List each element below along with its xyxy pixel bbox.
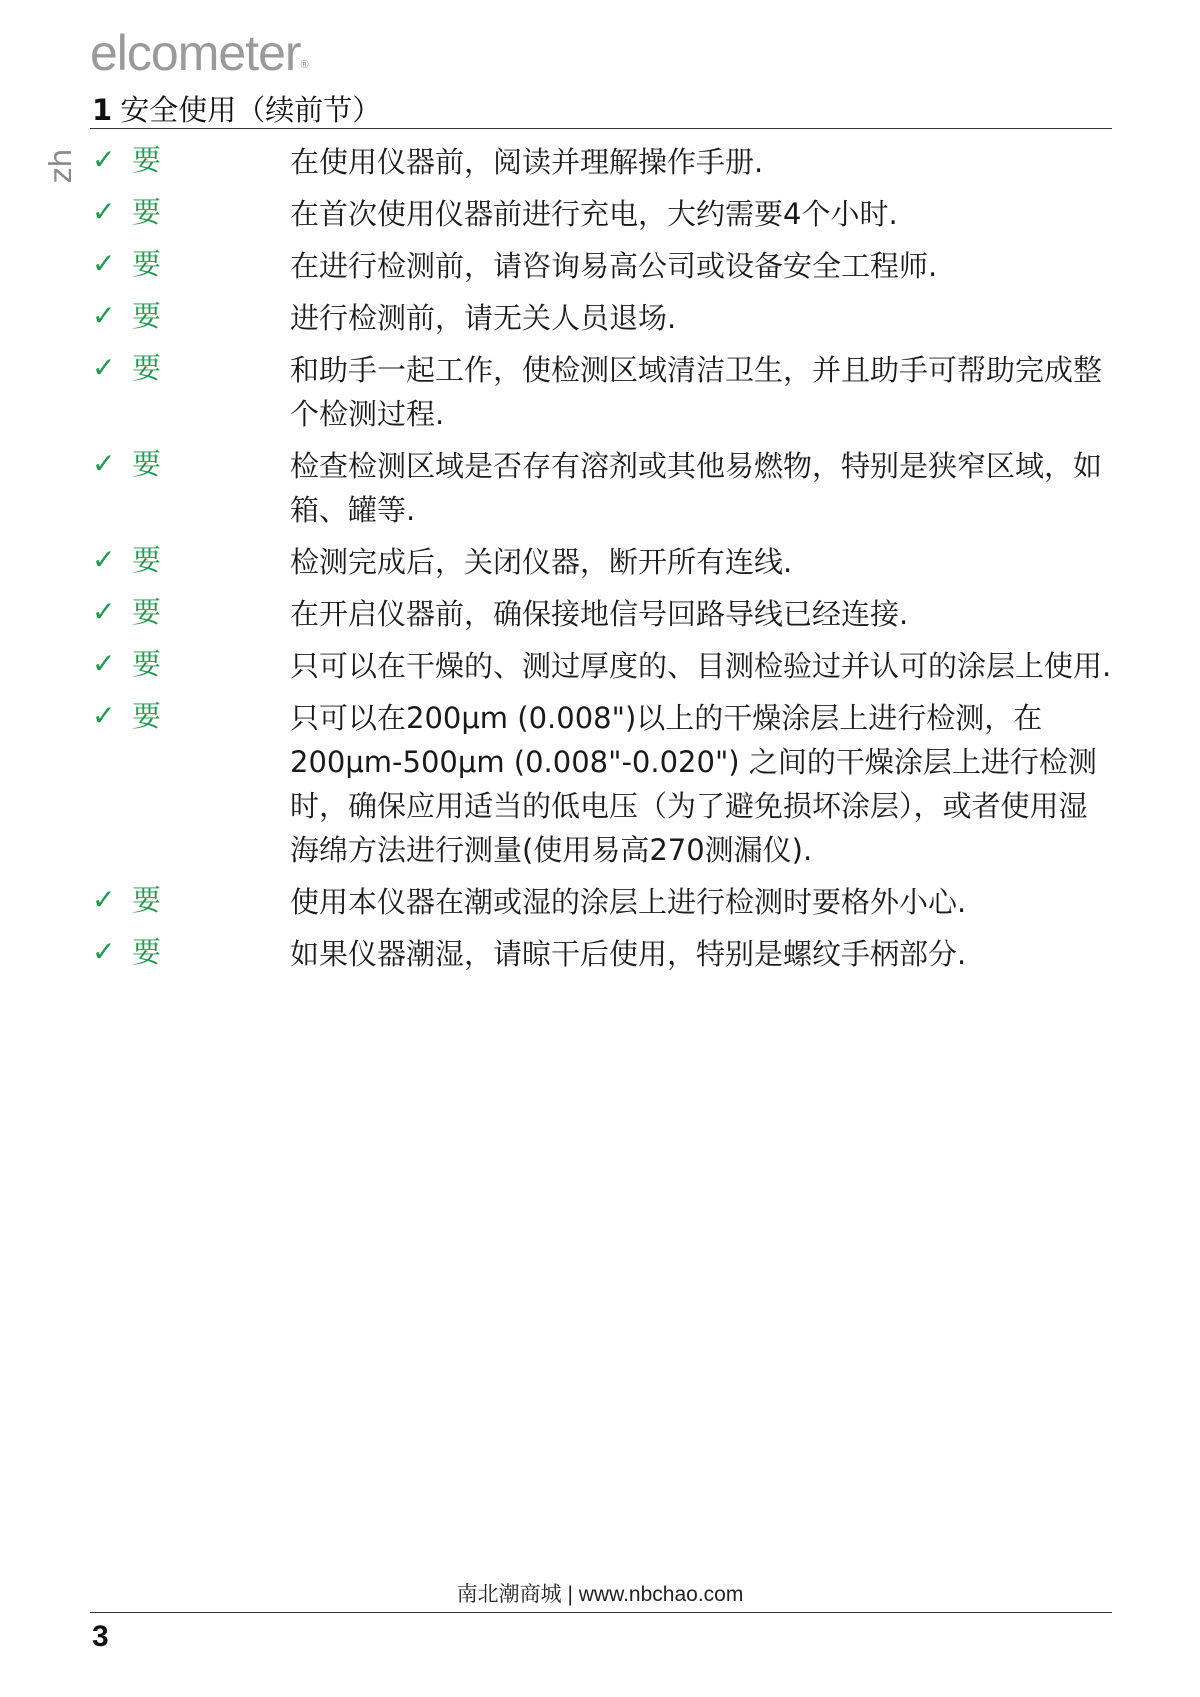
list-item xyxy=(92,932,1112,976)
list-item xyxy=(92,140,1112,184)
footer-divider xyxy=(90,1612,1112,1613)
item-label: 要 xyxy=(132,543,162,577)
item-text: 在进行检测前，请咨询易高公司或设备安全工程师. xyxy=(290,249,938,283)
item-text: 检查检测区域是否存有溶剂或其他易燃物，特别是狭窄区域，如箱、罐等. xyxy=(290,449,1103,527)
checkmark-icon: ✓ xyxy=(92,351,116,384)
elcometer-logo xyxy=(90,24,308,82)
item-text: 和助手一起工作，使检测区域清洁卫生，并且助手可帮助完成整个检测过程. xyxy=(290,353,1103,431)
checkmark-icon: ✓ xyxy=(92,299,116,332)
checkmark-icon: ✓ xyxy=(92,595,116,628)
list-item xyxy=(92,644,1112,688)
list-item xyxy=(92,880,1112,924)
checkmark-icon: ✓ xyxy=(92,447,116,480)
item-label: 要 xyxy=(132,143,162,177)
item-text: 在使用仪器前，阅读并理解操作手册. xyxy=(290,145,764,179)
item-label: 要 xyxy=(132,195,162,229)
item-text: 使用本仪器在潮或湿的涂层上进行检测时要格外小心. xyxy=(290,885,967,919)
list-item xyxy=(92,296,1112,340)
checkmark-icon: ✓ xyxy=(92,247,116,280)
list-item xyxy=(92,696,1112,872)
checkmark-icon: ✓ xyxy=(92,195,116,228)
item-text: 如果仪器潮湿，请晾干后使用，特别是螺纹手柄部分. xyxy=(290,937,967,971)
list-item xyxy=(92,244,1112,288)
item-label: 要 xyxy=(132,647,162,681)
item-label: 要 xyxy=(132,299,162,333)
item-label: 要 xyxy=(132,699,162,733)
item-text: 只可以在200μm (0.008")以上的干燥涂层上进行检测，在200μm-500μm (0.008"-0.020") 之间的干燥涂层上进行检测时，确保应用适当的低电压（为了避免损坏涂层），或者使用湿海绵方法进行测量(使用易高270测漏仪). xyxy=(290,701,1097,867)
checkmark-icon: ✓ xyxy=(92,143,116,176)
section-number: 1 xyxy=(92,93,113,127)
checkmark-icon: ✓ xyxy=(92,699,116,732)
list-item xyxy=(92,348,1112,436)
checkmark-icon: ✓ xyxy=(92,647,116,680)
registered-mark: ® xyxy=(300,59,308,71)
footer-watermark: 南北潮商城 | www.nbchao.com xyxy=(456,1583,744,1606)
list-item xyxy=(92,444,1112,532)
checkmark-icon: ✓ xyxy=(92,543,116,576)
list-item xyxy=(92,592,1112,636)
item-label: 要 xyxy=(132,247,162,281)
item-label: 要 xyxy=(132,447,162,481)
item-label: 要 xyxy=(132,883,162,917)
safety-list xyxy=(92,140,1112,984)
page-number: 3 xyxy=(92,1620,109,1653)
header-divider xyxy=(90,128,1112,129)
logo-text: elcometer xyxy=(90,25,301,81)
checkmark-icon: ✓ xyxy=(92,883,116,916)
item-text: 在首次使用仪器前进行充电，大约需要4个小时. xyxy=(290,197,898,231)
section-title: 安全使用（续前节） xyxy=(120,93,382,127)
item-label: 要 xyxy=(132,351,162,385)
section-heading xyxy=(92,88,381,129)
language-tab: zh xyxy=(44,148,79,184)
list-item xyxy=(92,192,1112,236)
item-text: 只可以在干燥的、测过厚度的、目测检验过并认可的涂层上使用. xyxy=(290,649,1112,683)
item-label: 要 xyxy=(132,595,162,629)
item-text: 检测完成后，关闭仪器，断开所有连线. xyxy=(290,545,793,579)
checkmark-icon: ✓ xyxy=(92,935,116,968)
item-label: 要 xyxy=(132,935,162,969)
item-text: 在开启仪器前，确保接地信号回路导线已经连接. xyxy=(290,597,909,631)
item-text: 进行检测前，请无关人员退场. xyxy=(290,301,677,335)
list-item xyxy=(92,540,1112,584)
